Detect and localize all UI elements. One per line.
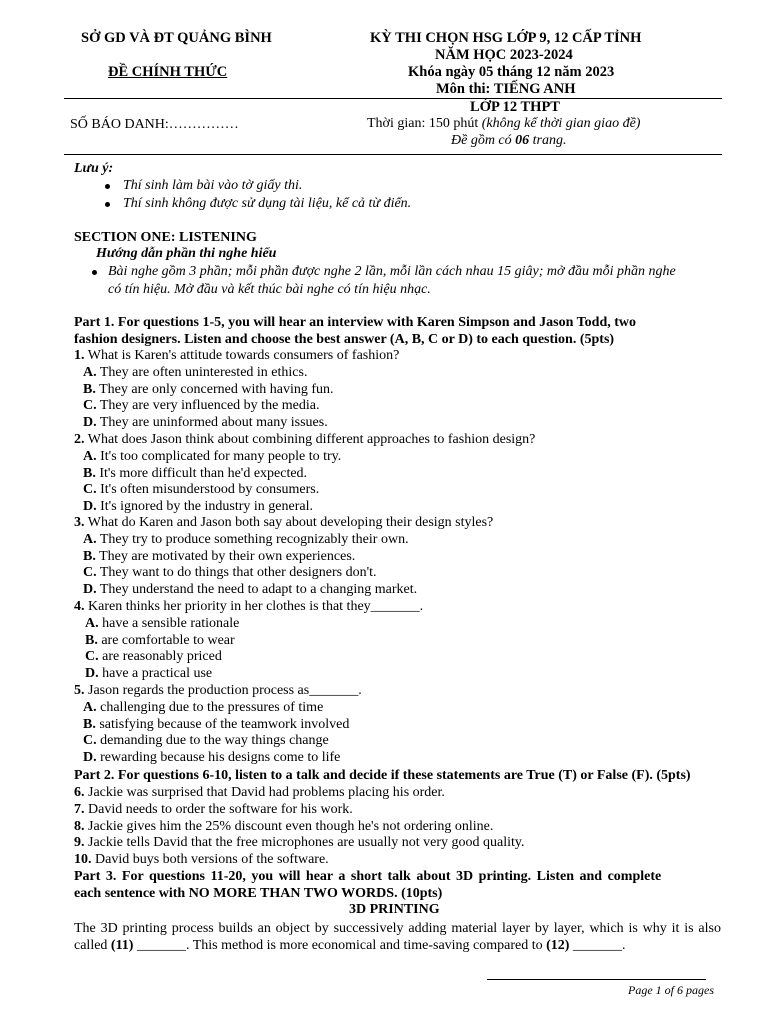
candidate-number: SỐ BÁO DANH:…………… [70,117,239,132]
part3-intro: each sentence with NO MORE THAN TWO WORDS. (10pts) [74,886,443,901]
note-item: Thí sinh làm bài vào tờ giấy thi. [123,178,303,193]
statement: 9. Jackie tells David that the free microphones are usually not very good quality. [74,835,525,851]
answer-option: B. It's more difficult than he'd expected. [83,465,308,481]
statement: 7. David needs to order the software for his work. [74,801,353,817]
notes-title: Lưu ý: [74,161,114,176]
header-divider [64,98,722,99]
answer-option: A. have a sensible rationale [85,615,240,631]
answer-option: A. They try to produce something recognizably their own. [83,531,409,547]
section-subtitle: Hướng dẫn phần thi nghe hiểu [96,246,277,261]
exam-title: KỲ THI CHỌN HSG LỚP 9, 12 CẤP TỈNH [370,30,642,46]
time-allowed: Thời gian: 150 phút (không kể thời gian giao đề) [367,116,641,131]
blank-11: (11) [110,938,134,953]
part2-intro: Part 2. For questions 6-10, listen to a talk and decide if these statements are True (T) or False (F). (5pts) [74,768,691,783]
statement: 10. David buys both versions of the software. [74,852,329,868]
bullet-icon [92,270,97,275]
answer-option: C. are reasonably priced [85,649,222,665]
answer-option: C. demanding due to the way things change [83,733,329,749]
exam-date: Khóa ngày 05 tháng 12 năm 2023 [408,64,615,80]
question: 5. Jason regards the production process as_______. [74,683,362,698]
bullet-icon [105,184,110,189]
page-number: Page 1 of 6 pages [628,983,714,997]
bullet-icon [105,202,110,207]
answer-option: D. It's ignored by the industry in general. [83,499,313,515]
question: 1. What is Karen's attitude towards consumers of fashion? [74,348,400,363]
section-instruction-line: Bài nghe gồm 3 phần; mỗi phần được nghe 2 lần, mỗi lần cách nhau 15 giây; mở đầu mỗi phần nghe [108,264,676,279]
question: 4. Karen thinks her priority in her clothes is that they_______. [74,599,424,614]
answer-option: D. They understand the need to adapt to a changing market. [83,582,418,598]
department-name: SỞ GD VÀ ĐT QUẢNG BÌNH [81,30,272,46]
answer-option: A. It's too complicated for many people to try. [83,448,342,464]
answer-option: A. challenging due to the pressures of time [83,699,324,715]
note-item: Thí sinh không được sử dụng tài liệu, kể cả từ điển. [123,196,412,211]
grade-label: LỚP 12 THPT [470,99,560,115]
part1-intro: Part 1. For questions 1-5, you will hear an interview with Karen Simpson and Jason Todd, two [74,315,637,330]
answer-option: B. They are only concerned with having fun. [83,381,334,397]
statement: 6. Jackie was surprised that David had problems placing his order. [74,785,445,800]
answer-option: C. It's often misunderstood by consumers. [83,482,320,498]
footer-line [487,979,706,980]
answer-option: C. They are very influenced by the media. [83,398,320,414]
section-instruction-line: có tín hiệu. Mở đầu và kết thúc bài nghe có tín hiệu nhạc. [108,282,431,297]
exam-subject: Môn thi: TIẾNG ANH [436,81,576,97]
answer-option: C. They want to do things that other designers don't. [83,565,377,581]
answer-option: B. They are motivated by their own experiences. [83,548,356,564]
answer-option: B. are comfortable to wear [85,632,235,648]
header-divider-bottom [64,154,722,155]
answer-option: B. satisfying because of the teamwork involved [83,716,350,732]
blank-12: (12) [546,938,570,953]
question: 3. What do Karen and Jason both say about developing their design styles? [74,515,494,530]
statement: 8. Jackie gives him the 25% discount even though he's not ordering online. [74,818,494,834]
question: 2. What does Jason think about combining different approaches to fashion design? [74,432,536,447]
passage-text: The 3D printing process builds an object by successively adding material layer by layer, which is why it is also called (11) _______. This method is more economical and time-saving compared to (12) _______. [74,921,721,953]
part3-intro: Part 3. For questions 11-20, you will hear a short talk about 3D printing. Listen and complete [74,869,662,884]
part1-intro: fashion designers. Listen and choose the best answer (A, B, C or D) to each question. (5pts) [74,332,615,347]
answer-option: A. They are often uninterested in ethics. [83,364,308,380]
answer-option: D. rewarding because his designs come to life [83,750,341,766]
school-year: NĂM HỌC 2023-2024 [435,47,573,63]
section-title: SECTION ONE: LISTENING [74,230,257,245]
page-count: Đề gồm có 06 trang. [451,133,567,148]
passage-title: 3D PRINTING [349,902,440,917]
answer-option: D. They are uninformed about many issues. [83,415,328,431]
official-exam-label: ĐỀ CHÍNH THỨC [108,64,228,80]
answer-option: D. have a practical use [85,666,213,682]
